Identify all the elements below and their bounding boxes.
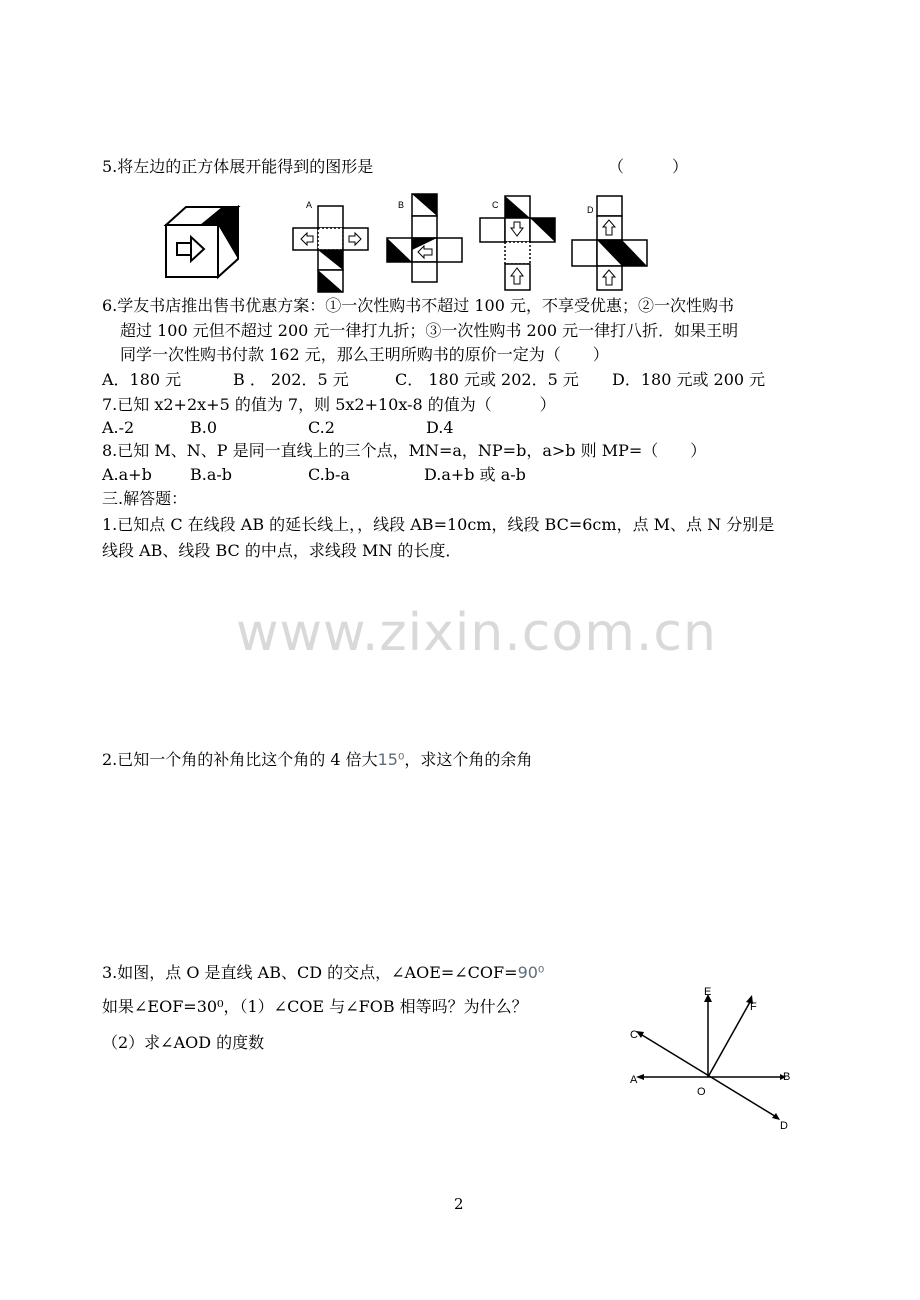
- option-b-label: B: [398, 200, 405, 210]
- s3-degree: 90⁰: [517, 963, 545, 982]
- angle-figure: [620, 980, 810, 1140]
- label-e: E: [704, 986, 712, 998]
- option-a-label: A: [306, 200, 313, 210]
- page-number: 2: [454, 1195, 464, 1213]
- label-a: A: [630, 1074, 638, 1086]
- q7-choice-b: B.0: [190, 418, 218, 437]
- s1-line1: 1.已知点 C 在线段 AB 的延长线上，，线段 AB=10cm，线段 BC=6cm，点 M、点 N 分别是: [102, 515, 775, 534]
- option-d-label: D: [587, 205, 594, 215]
- label-f: F: [750, 1001, 757, 1013]
- q6-choice-a: A．180 元: [102, 370, 182, 389]
- q8-choice-a: A.a+b: [102, 465, 152, 484]
- cube-figure: [160, 205, 250, 280]
- watermark: www.zixin.com.cn: [236, 603, 717, 663]
- s2-tail: ，求这个角的余角: [404, 750, 533, 769]
- q6-line3: 同学一次性购书付款 162 元，那么王明所购书的原价一定为（ ）: [120, 345, 609, 364]
- q8-choice-d: D.a+b 或 a-b: [424, 465, 526, 484]
- label-d: D: [780, 1120, 788, 1132]
- s2-text: [102, 750, 532, 770]
- q7-choice-a: A.-2: [102, 418, 135, 437]
- q6-choice-c: C． 180 元或 202．5 元: [395, 370, 579, 389]
- label-b: B: [783, 1071, 791, 1083]
- q5-text: 5.将左边的正方体展开能得到的图形是: [102, 157, 374, 176]
- q5-answer-paren: （ ）: [608, 157, 689, 176]
- net-option-d: [570, 192, 660, 297]
- section-heading: 三.解答题：: [102, 489, 188, 508]
- q7-choice-c: C.2: [308, 418, 335, 437]
- q7-text: 7.已知 x2+2x+5 的值为 7，则 5x2+10x-8 的值为（ ）: [102, 395, 556, 414]
- s2-main: 2.已知一个角的补角比这个角的 4 倍大: [102, 750, 378, 769]
- s3-line2: 如果∠EOF=30⁰，（1）∠COE 与∠FOB 相等吗？为什么？: [102, 997, 528, 1016]
- label-o: O: [697, 1086, 706, 1098]
- q7-choice-d: D.4: [426, 418, 454, 437]
- q6-choice-d: D．180 元或 200 元: [612, 370, 766, 389]
- s1-line2: 线段 AB、线段 BC 的中点，求线段 MN 的长度．: [102, 541, 462, 560]
- s3-line1: 3.如图，点 O 是直线 AB、CD 的交点，∠AOE=∠COF=: [102, 963, 518, 982]
- q8-choice-b: B.a-b: [190, 465, 233, 484]
- s3-line3: （2）求∠AOD 的度数: [102, 1033, 265, 1052]
- q8-choice-c: C.b-a: [308, 465, 350, 484]
- q6-choice-b: B ． 202．5 元: [233, 370, 349, 389]
- label-c: C: [630, 1029, 638, 1041]
- net-option-a: [291, 196, 381, 296]
- s2-degree: 15⁰: [377, 750, 405, 769]
- option-c-label: C: [492, 200, 499, 210]
- q8-text: 8.已知 M、N、P 是同一直线上的三个点，MN=a，NP=b，a>b 则 MP=（ ）: [102, 441, 707, 460]
- s3-line1-wrap: [102, 963, 544, 983]
- q6-line1: 6.学友书店推出售书优惠方案：①一次性购书不超过 100 元，不享受优惠；②一次性购书: [102, 296, 734, 315]
- q6-line2: 超过 100 元但不超过 200 元一律打九折；③一次性购书 200 元一律打八折．如果王明: [120, 321, 739, 340]
